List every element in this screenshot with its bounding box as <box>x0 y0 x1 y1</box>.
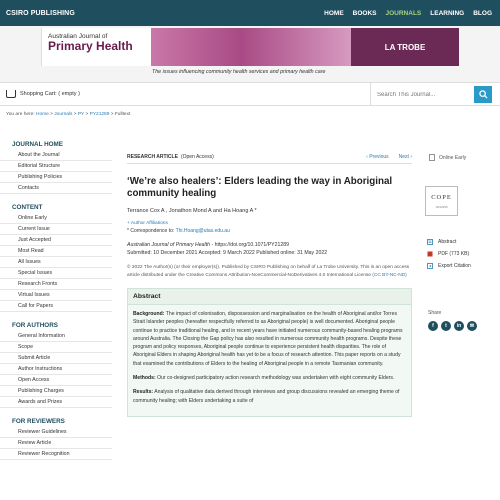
abstract-box <box>127 288 412 417</box>
sidebar-item-review-article[interactable]: Review Article <box>0 438 112 449</box>
journal-banner[interactable] <box>41 28 459 66</box>
nav-books[interactable]: BOOKS <box>352 9 377 17</box>
access-label: (Open Access) <box>180 153 214 160</box>
abstract-icon <box>427 239 433 245</box>
search-input[interactable] <box>377 89 467 100</box>
sidebar-item-contacts[interactable]: Contacts <box>0 183 112 194</box>
sidebar-item-general-info[interactable]: General Information <box>0 331 112 342</box>
results-label: Results: <box>133 389 154 396</box>
correspondence <box>127 228 412 234</box>
citation-journal: Australian Journal of Primary Health <box>127 242 211 248</box>
online-early-badge <box>429 154 466 161</box>
sidebar-item-all-issues[interactable]: All Issues <box>0 257 112 268</box>
journal-prefix: Australian Journal of <box>48 33 108 40</box>
journal-logo <box>41 28 151 66</box>
sidebar-item-awards[interactable]: Awards and Prizes <box>0 397 112 408</box>
pdf-icon <box>427 251 433 257</box>
abstract-results <box>133 388 406 405</box>
search-icon <box>479 90 488 99</box>
license-link[interactable]: (CC BY-NC-ND) <box>372 272 407 278</box>
sidebar-item-most-read[interactable]: Most Read <box>0 246 112 257</box>
sidebar-item-policies[interactable]: Publishing Policies <box>0 172 112 183</box>
background-text: The impact of colonisation, dispossession and marginalisation on the health of Aboriginal and/or Torres Strait Islander peoples (hereafter respectfully referred to as Aboriginal people) is well documented. Aboriginal people continue to practice traditional healing, and in recent years have initiated numerous community-based healing programs around Australia. The Closing the Gap policy has also resulted in numerous community health programs. Despite these program and policy responses, Aboriginal people continue to experience persistent health disparities. The role of Aboriginal Elders in shaping Aboriginal health has yet to be a focus of research attention. This paper reports on a study that examined the contributions of Elders to the healing of Aboriginal people in a remote Tasmanian community. <box>133 311 403 367</box>
article-title: ‘We’re also healers’: Elders leading the way in Aboriginal community healing <box>127 176 393 199</box>
abstract-link-label: Abstract <box>438 239 457 245</box>
sidebar-item-open-access[interactable]: Open Access <box>0 375 112 386</box>
breadcrumb-journal[interactable]: PY <box>77 112 85 117</box>
methods-label: Methods: <box>133 375 156 382</box>
article-bar <box>127 150 412 164</box>
nav-journals[interactable]: JOURNALS <box>385 9 422 17</box>
author-affiliations-link[interactable]: + Author Affiliations <box>127 221 168 226</box>
breadcrumb-journals[interactable]: Journals <box>54 112 73 117</box>
sidebar-item-research-fronts[interactable]: Research Fronts <box>0 279 112 290</box>
sidebar-item-publishing-charges[interactable]: Publishing Charges <box>0 386 112 397</box>
abstract-link[interactable] <box>427 236 471 248</box>
sidebar-item-call-for-papers[interactable]: Call for Papers <box>0 301 112 312</box>
abstract-methods <box>133 374 406 382</box>
license-notice <box>127 264 412 279</box>
linkedin-icon[interactable]: in <box>454 321 464 331</box>
sidebar-group-journal-home <box>0 137 112 194</box>
breadcrumb-current: Fulltext <box>114 112 131 117</box>
twitter-icon[interactable]: t <box>441 321 451 331</box>
partner-logo <box>351 28 459 66</box>
nav-learning[interactable]: LEARNING <box>430 9 465 17</box>
nav-blog[interactable]: BLOG <box>473 9 492 17</box>
citation-doi[interactable]: - https://doi.org/10.1071/PY21289 <box>210 242 290 248</box>
sidebar-heading[interactable]: FOR REVIEWERS <box>12 418 65 425</box>
share-label: Share <box>428 310 442 316</box>
partner-name: LA TROBE <box>384 42 426 52</box>
export-citation-label: Export Citation <box>438 263 471 269</box>
email-icon[interactable]: ✉ <box>467 321 477 331</box>
divider <box>370 83 371 105</box>
article-main <box>127 150 412 417</box>
journal-name: Primary Health <box>48 39 133 53</box>
cart-label: Shopping Cart: ( empty ) <box>20 91 80 97</box>
pdf-link[interactable] <box>427 248 471 260</box>
breadcrumb-prefix: You are here: <box>6 112 35 117</box>
previous-label: Previous <box>369 153 389 160</box>
abstract-body <box>128 305 411 416</box>
copyright-text: © 2022 The Author(s) (or their employer(s)). Published by CSIRO Publishing on behalf of La Trobe University. This is an open access article distributed under the Creative Commons Attribution-NonCommercial-NoDerivatives 4.0 International License <box>127 265 410 278</box>
methods-text: Our co-designed participatory action research methodology was undertaken with eight community Elders. <box>157 375 395 382</box>
abstract-heading: Abstract <box>128 289 411 305</box>
breadcrumb: You are here: Home > Journals > PY > PY21289 > Fulltext <box>6 112 131 117</box>
article-authors[interactable]: Terrance Cox A , Jonathon Mond A and Ha Hoang A * <box>127 208 257 214</box>
correspondence-label: * Correspondence to: <box>127 228 175 234</box>
pdf-link-label: PDF (773 KB) <box>438 251 470 257</box>
share-buttons <box>428 321 480 331</box>
cope-sub: JM12956 <box>435 205 448 209</box>
correspondence-email[interactable]: Thi.Hoang@utas.edu.au <box>175 228 230 234</box>
sidebar-group-content <box>0 200 112 312</box>
background-label: Background: <box>133 311 165 317</box>
sidebar-item-about[interactable]: About the Journal <box>0 150 112 161</box>
banner-image <box>151 28 351 66</box>
online-early-label: Online Early <box>439 154 467 161</box>
sidebar-group-for-authors <box>0 318 112 408</box>
sidebar-item-reviewer-recognition[interactable]: Reviewer Recognition <box>0 449 112 460</box>
sidebar-heading[interactable]: CONTENT <box>12 204 43 211</box>
journal-tagline: The issues influencing community health services and primary health care <box>152 69 326 75</box>
sidebar-group-for-reviewers <box>0 414 112 460</box>
search-button[interactable] <box>474 86 492 103</box>
sidebar-item-virtual-issues[interactable]: Virtual Issues <box>0 290 112 301</box>
breadcrumb-article[interactable]: PY21289 <box>89 112 110 117</box>
results-text: Analysis of qualitative data derived through interviews and group discussions revealed an emerging theme of community healing; with Elders undertaking a suite of <box>133 389 400 404</box>
cope-logo[interactable] <box>425 186 458 216</box>
nav-home[interactable]: HOME <box>324 9 344 17</box>
sidebar <box>0 137 112 466</box>
sidebar-heading[interactable]: FOR AUTHORS <box>12 322 58 329</box>
sidebar-item-just-accepted[interactable]: Just Accepted <box>0 235 112 246</box>
export-icon <box>427 263 433 269</box>
previous-link[interactable]: ‹ Previous <box>366 153 389 160</box>
citation <box>127 241 412 257</box>
nav-links <box>315 10 492 17</box>
cart-icon <box>6 90 16 98</box>
sidebar-item-current-issue[interactable]: Current Issue <box>0 224 112 235</box>
sidebar-item-submit-article[interactable]: Submit Article <box>0 353 112 364</box>
search-bar-row <box>0 82 500 106</box>
brand-logo[interactable]: CSIRO PUBLISHING <box>6 9 75 17</box>
sidebar-item-scope[interactable]: Scope <box>0 342 112 353</box>
next-link[interactable]: Next › <box>398 153 412 160</box>
facebook-icon[interactable]: f <box>428 321 438 331</box>
sidebar-item-reviewer-guidelines[interactable]: Reviewer Guidelines <box>0 427 112 438</box>
sidebar-item-online-early[interactable]: Online Early <box>0 213 112 224</box>
document-icon <box>429 154 435 161</box>
shopping-cart[interactable] <box>6 90 80 98</box>
sidebar-heading[interactable]: JOURNAL HOME <box>12 141 63 148</box>
top-nav <box>0 0 500 26</box>
breadcrumb-home[interactable]: Home <box>35 112 49 117</box>
export-citation-link[interactable] <box>427 260 471 272</box>
article-dates: Submitted: 10 December 2021 Accepted: 9 March 2022 Published online: 31 May 2022 <box>127 250 328 256</box>
sidebar-item-special-issues[interactable]: Special Issues <box>0 268 112 279</box>
sidebar-item-editorial[interactable]: Editorial Structure <box>0 161 112 172</box>
next-label: Next <box>398 153 409 160</box>
article-type: RESEARCH ARTICLE <box>127 153 178 160</box>
article-tools <box>427 236 471 272</box>
abstract-background <box>133 310 406 368</box>
sidebar-item-author-instructions[interactable]: Author Instructions <box>0 364 112 375</box>
cope-text: COPE <box>431 194 452 201</box>
